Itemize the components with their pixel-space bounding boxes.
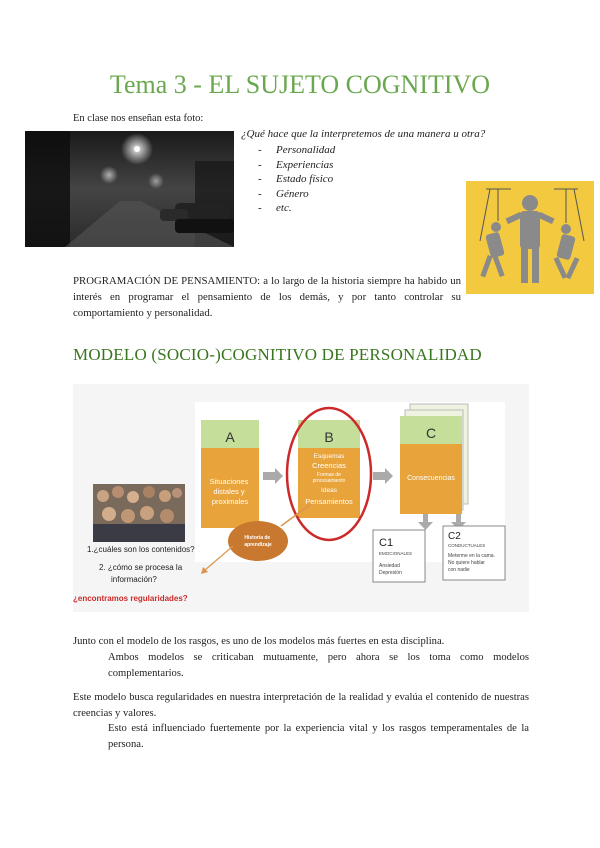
c2-sub: CONDUCTUALES (448, 543, 486, 548)
box-b-line: procesamiento (312, 478, 346, 484)
box-a-letter: A (225, 429, 235, 445)
paragraph-4: Esto está influenciado fuertemente por la experiencia vital y los rasgos temperamentales de la persona. (108, 723, 529, 750)
intro-text: En clase nos enseñan esta foto: (73, 113, 204, 124)
c2-text: Meterme en la cama. No quiere hablar con nadie (448, 553, 495, 573)
c2-label: C2 (448, 531, 461, 542)
question-process-1: 2. ¿cómo se procesa la (99, 563, 183, 572)
cognitive-model-diagram (73, 384, 529, 612)
page-title: Tema 3 - EL SUJETO COGNITIVO (109, 70, 491, 99)
puppet-figures-image (466, 181, 594, 294)
question-process-2: información? (111, 575, 157, 584)
question-contents: 1.¿cuáles son los contenidos? (87, 545, 195, 554)
box-c-letter: C (425, 425, 437, 441)
paragraph-2: Ambos modelos se criticaban mutuamente, pero ahora se los toma como modelos complementarios. (108, 652, 529, 679)
c2-note (443, 526, 505, 580)
box-b-line: Pensamientos (305, 497, 353, 506)
c1-note (373, 530, 425, 582)
box-b-line: Formas de (317, 472, 341, 478)
svg-text:Historia de aprendizaj: Historia de aprendizaje (244, 535, 272, 548)
regularities-question: ¿encontramos regularidades? (73, 594, 188, 603)
box-c (400, 404, 468, 514)
box-c-text: Consecuencias (407, 475, 455, 482)
factor-item: - Estado físico (258, 172, 335, 187)
factor-item: - Experiencias (258, 158, 335, 173)
box-b-line: Esquemas (313, 453, 345, 460)
box-b-letter: B (324, 429, 334, 445)
c1-label: C1 (379, 537, 394, 549)
factor-item: - Género (258, 187, 335, 202)
foggy-street-photo (25, 131, 234, 247)
box-a-text: Situaciones distales y proximales (209, 477, 249, 506)
paragraph-3: Este modelo busca regularidades en nuestra interpretación de la realidad y evalúa el contenido de nuestras creencias y valores. (73, 692, 529, 719)
box-a (201, 420, 259, 528)
section-heading: MODELO (SOCIO-)COGNITIVO DE PERSONALIDAD (73, 345, 482, 364)
factor-item: - Personalidad (258, 143, 335, 158)
c1-text: Ansiedad Depresión (379, 563, 402, 576)
box-b-line: Creencias (312, 461, 346, 470)
factor-item: - etc. (258, 201, 335, 216)
paragraph-1: Junto con el modelo de los rasgos, es uno de los modelos más fuertes en esta disciplina. (73, 636, 445, 647)
box-b-line: Ideas (321, 487, 337, 494)
c1-sub: EMOCIONALES (379, 551, 413, 556)
factors-list (258, 143, 335, 216)
history-circle (228, 521, 288, 561)
question-text: ¿Qué hace que la interpretemos de una manera u otra? (241, 128, 486, 140)
crowd-photo (93, 484, 185, 542)
programming-paragraph: PROGRAMACIÓN DE PENSAMIENTO: a lo largo de la historia siempre ha habido un interés en programar el pensamiento de los demás, y por tanto controlar su comportamiento y personalidad. (73, 275, 461, 319)
box-b (298, 420, 360, 518)
